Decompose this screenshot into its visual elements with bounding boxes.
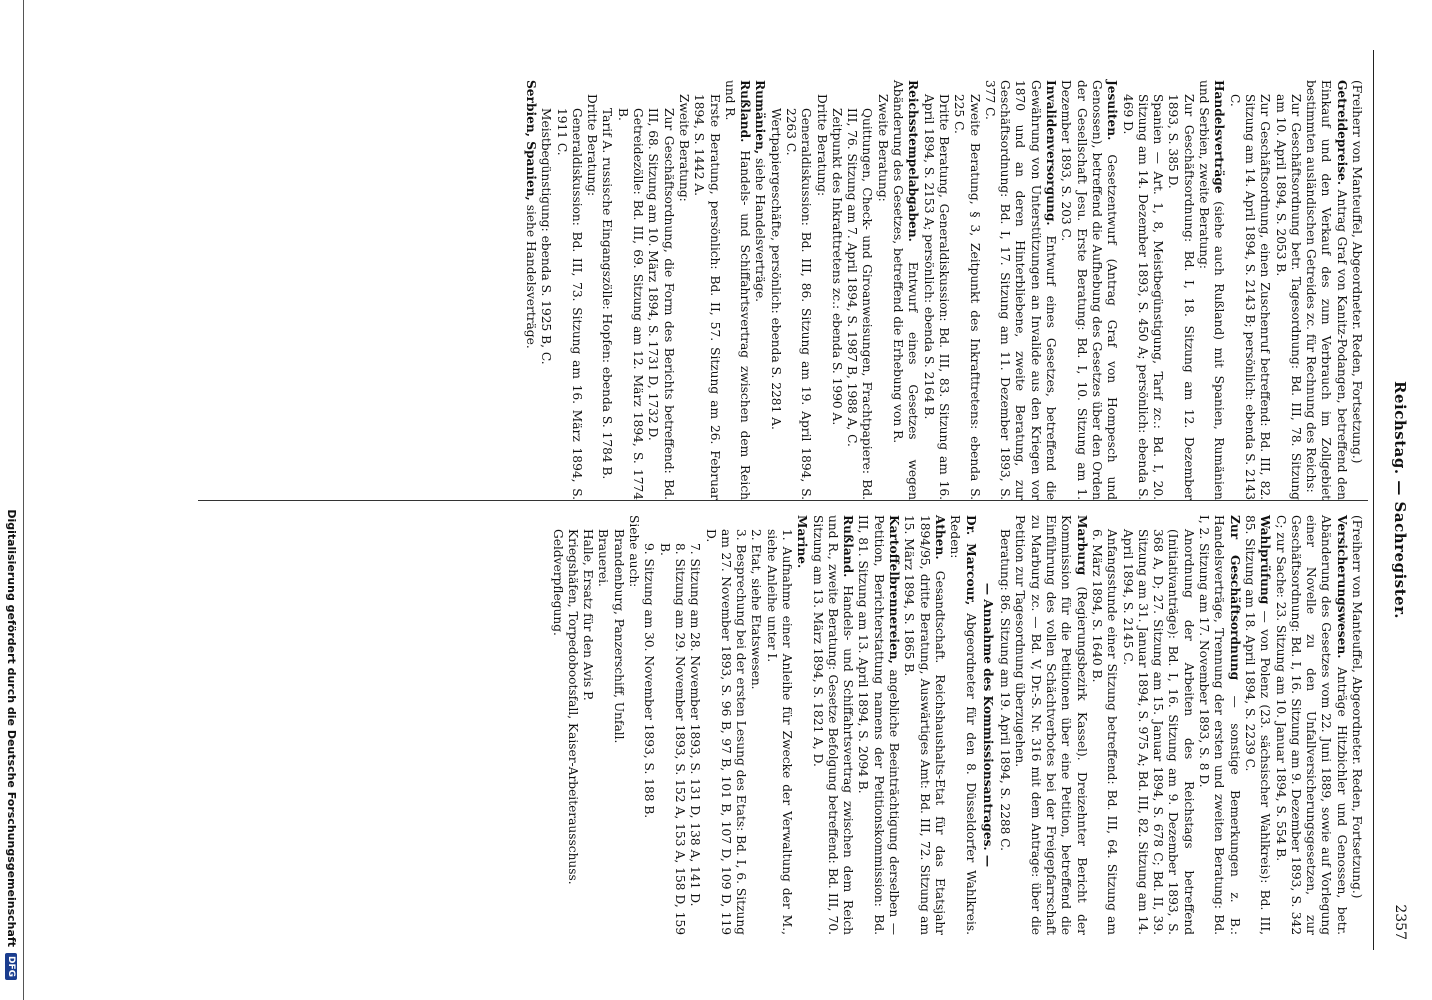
entry-text: Anordnung der Arbeiten des Reichstags betreffend (Initiativanträge): Bd. I, 16. Sitzung am 9. Dezember 1893, S. 368 A, D; 27. Sitzung am 15. Januar 1894, S. 678 C; Bd. II, 39. Sitzung am 31. Januar 1894, S. 975 A; Bd. III, 82. Sitzung am 14. April 1894, S. 2145 C. [1120, 529, 1196, 935]
footer [0, 0, 24, 1000]
entry-text: Generaldiskussion: Bd. III, 86. Sitzung am 19. April 1894, S. 2263 C. [784, 108, 814, 500]
index-entry [844, 80, 875, 500]
entry-heading: Marburg [1074, 515, 1089, 576]
index-entry [599, 80, 614, 500]
entry-heading: Dr. Marcour, [963, 515, 978, 606]
entry-text: Zweite Beratung: [676, 94, 691, 202]
index-entry [813, 80, 828, 500]
entry-text: (Regierungsbezirk Kassel). Dreizehnter Bericht der Kommission für die Petitionen über eine Petition, betreffend die Einführung des vollen Schächtverbotes bei der Freigepfarrschaft zu Marburg zc. — Bd. V, Dr.-S. Nr. 316 mit dem Antrage: über die Petition zur Tagesordnung überzugehen. [1013, 515, 1089, 936]
entry-text: Zur Geschäftsordnung: Bd. I, 18. Sitzung am 12. Dezember 1893, S. 385 D. [1166, 94, 1196, 500]
index-entry [1196, 80, 1227, 500]
index-entry [584, 80, 599, 500]
entry-text: — sonstige Bemerkungen z. B.: Handelsverträge, Trennung der ersten und zweiten Beratung: Bd. I, 2. Sitzung am 17. November 1893, S. 8 D. [1197, 515, 1242, 935]
index-entry [676, 80, 691, 500]
entry-text: Meistbegünstigung: ebenda S. 1925 B, C. [539, 108, 554, 365]
entry-heading: Reichsstempelabgaben. [906, 80, 921, 242]
entry-heading: Marine. [795, 515, 810, 569]
index-entry [855, 515, 901, 935]
index-entry [980, 515, 995, 935]
entry-text: Zweite Beratung: [875, 94, 890, 202]
index-entry [610, 515, 625, 935]
entry-text: Handels- und Schiffahrtsvertrag zwischen dem Reich und R. [722, 80, 753, 501]
index-entry [767, 80, 782, 500]
index-entry [538, 80, 553, 500]
index-entry [1196, 515, 1242, 935]
index-entry [748, 515, 763, 935]
index-entry [1226, 80, 1272, 500]
entry-text: Anfangsstunde einer Sitzung betreffend: Bd. III, 64. Sitzung am 6. März 1894, S. 1640 B. [1089, 529, 1120, 935]
entry-heading: Versicherungswesen. [1334, 515, 1349, 659]
entry-heading: Serbien, Spanien, [523, 80, 538, 201]
entry-text: Zeitpunkt des Inkrafttretens zc.: ebenda S. 1990 A. [829, 108, 844, 426]
index-entry [1119, 515, 1195, 935]
index-entry [829, 80, 844, 500]
entry-text: Zweite Beratung, § 3, Zeitpunkt des Inkrafttretens: ebenda S. 225 C. [952, 94, 982, 500]
entry-text: Brandenburg, Panzerschiff, Unfall. [611, 529, 626, 744]
index-entry [691, 80, 722, 500]
entry-text: Gesandtschaft. Reichshaushalts-Etat für das Etatsjahr 1894/95, dritte Beratung, Auswärtiges Amt: Bd. III, 72. Sitzung am 15. März 1894, S. 1865 B. [902, 515, 947, 936]
index-entry [641, 515, 656, 935]
entry-text: Erste Beratung, persönlich: Bd. II, 57. Sitzung am 26. Februar 1894, S. 1442 A. [692, 94, 722, 500]
header-rule [1373, 50, 1374, 950]
entry-text: Brauerei. [596, 529, 611, 587]
index-entry [763, 515, 794, 935]
entry-heading: Getreidepreise. [1334, 80, 1349, 186]
entry-heading: Jesuiten. [1105, 80, 1120, 141]
index-entry [1272, 515, 1348, 935]
index-entry [875, 80, 890, 500]
index-entry [702, 515, 748, 935]
page-title: Reichstag. — Sachregister. [1391, 381, 1409, 619]
entry-text: Kriegshäfen, Torpedobootsfall, Kaiser-Arbeiterausschuss. [565, 529, 580, 885]
index-entry [1058, 80, 1119, 500]
entry-heading: Rußland. [738, 80, 753, 143]
entry-text: Tarif A. russische Eingangszölle: Hopfen: ebenda S. 1784 B. [600, 108, 615, 480]
entry-text: Zur Geschäftsordnung betr. Tagesordnung: Bd. III, 78. Sitzung am 10. April 1894, S. 2053 B. [1273, 94, 1303, 500]
entry-text: Halle, Ersatz für den Avis P. [581, 529, 596, 701]
entry-heading: Athen. [932, 515, 947, 560]
entry-text: Dritte Beratung: [585, 94, 600, 197]
entry-text: Getreidezölle: Bd. III, 69. Sitzung am 12. März 1894, S. 1774 B. [615, 108, 646, 500]
index-entry [1303, 80, 1349, 500]
index-entry [901, 515, 947, 935]
index-entry [982, 80, 1058, 500]
entry-text: Dritte Beratung: [814, 94, 829, 197]
entry-heading: Rumänien, [753, 80, 768, 155]
column-divider [198, 500, 1368, 501]
index-entry [794, 515, 809, 935]
index-entry [1349, 515, 1364, 935]
index-entry [722, 80, 753, 500]
index-entry [1165, 80, 1196, 500]
index-entry [1242, 515, 1273, 935]
entry-text: 3. Besprechung bei der ersten Lesung des Etats: Bd. I, 6. Sitzung am 27. November 1893, S. 96 B, 97 B, 101 B, 107 D, 109 D, 119 D. [703, 529, 749, 935]
dfg-logo-icon: DFG [6, 953, 18, 980]
index-entry [595, 515, 610, 935]
index-entry [549, 515, 564, 935]
entry-text: Generaldiskussion: Bd. III, 73. Sitzung am 16. März 1894, S. 1911 C. [554, 108, 584, 500]
entry-text: Gesetzentwurf (Antrag Graf von Hompesch und Genossen), betreffend die Aufhebung des Gesetzes über den Orden der Gesellschaft Jesu. Erste Beratung: Bd. I, 10. Sitzung am 1. Dezember 1893, S. 203 C. [1059, 80, 1120, 501]
entry-text: Abgeordneter für den 8. Düsseldorfer Wahlkreis. Reden: [948, 515, 978, 935]
entry-heading: Wahlprüfung [1258, 515, 1273, 605]
entry-text: Antrag Graf von Kanitz-Podangen, betreffend den Einkauf und den Verkauf des zum Verbrauch im Zollgebiet bestimmten ausländischen Getreides zc. für Rechnung des Reichs: [1304, 80, 1349, 501]
index-entry [565, 515, 580, 935]
index-entry [553, 80, 584, 500]
index-entry [626, 515, 641, 935]
index-entry [951, 80, 982, 500]
left-column [523, 80, 1364, 500]
entry-text: 7. Sitzung am 28. November 1893, S. 131 D, 138 A, 141 D. [688, 543, 703, 907]
entry-text: Geldverpflegung. [550, 529, 565, 636]
index-entry [1349, 80, 1364, 500]
index-entry [645, 80, 676, 500]
index-entry [890, 80, 921, 500]
entry-text: 1. Aufnahme einer Anleihe für Zwecke der Verwaltung der M., siehe Anleihe unter I. [764, 529, 795, 935]
running-header [1380, 60, 1420, 940]
entry-text: Handels- und Schiffahrtsvertrag zwischen dem Reich und R., zweite Beratung: Gesetze Befolgung betreffend: Bd. III, 70. Sitzung am 13. März 1894, S. 1821 A, D. [810, 515, 856, 936]
index-entry [614, 80, 645, 500]
index-entry [920, 80, 951, 500]
index-entry [1272, 80, 1303, 500]
entry-heading: Invalidenversorgung. [1044, 80, 1059, 226]
footer-credit: Digitalisierung gefördert durch die Deutsche Forschungsgemeinschaft [5, 509, 18, 947]
index-entry [580, 515, 595, 935]
index-entry [809, 515, 855, 935]
entry-heading: Rußland. [841, 515, 856, 578]
index-entry [656, 515, 687, 935]
entry-text: Spanien — Art. 1, 8, Meistbegünstigung, Tarif zc.: Bd. I, 20. Sitzung am 14. Dezember 1893, S. 450 A; persönlich: ebenda S. 469 D. [1120, 94, 1166, 500]
index-entry [997, 515, 1012, 935]
index-entry [687, 515, 702, 935]
index-entry [752, 80, 767, 500]
entry-text: Dritte Beratung, Generaldiskussion: Bd. III, 83. Sitzung am 16. April 1894, S. 2153 A; persönlich: ebenda S. 2164 B. [921, 94, 951, 500]
index-entry [783, 80, 814, 500]
index-entry [1119, 80, 1165, 500]
entry-text: Wertpapiergeschäfte, persönlich: ebenda S. 2281 A. [768, 108, 783, 430]
index-entry [1089, 515, 1120, 935]
entry-text: — von Polenz (23. sächsischer Wahlkreis): Bd. III, 85. Sitzung am 18. April 1894, S. 2239 C. [1242, 515, 1273, 936]
entry-text: — Annahme des Kommissionsantrages. — [980, 582, 995, 868]
entry-heading: Handelsverträge [1212, 80, 1227, 194]
entry-text: Zur Geschäftsordnung, einen Zuschenruf betreffend: Bd. III, 82. Sitzung am 14. April 1894, S. 2143 B; persönlich: ebenda S. 2143 C. [1227, 94, 1273, 500]
entry-text: 2. Etat, siehe Etatswesen. [749, 529, 764, 690]
entry-text: Beratung: 86. Sitzung am 19. April 1894, S. 2288 C. [998, 529, 1013, 851]
entry-text: siehe Handelsverträge. [523, 204, 538, 349]
right-column [549, 515, 1364, 935]
index-entry [523, 80, 538, 500]
entry-heading: Zur Geschäftsordnung [1227, 515, 1242, 681]
entry-text: (Freiherr von Manteuffel, Abgeordneter. Reden, Fortsetzung.) [1350, 80, 1364, 464]
entry-text: 8. Sitzung am 29. November 1893, S. 152 A, 153 A, 158 D, 159 B. [657, 543, 687, 935]
entry-text: Anträge Hitzbichler und Genossen, betr. Abänderung des Gesetzes vom 22. Juni 1889, sowie auf Vorlegung einer Novelle zu den Unfallversicherungsgesetzen, zur Geschäftsordnung: Bd. I, 16. Sitzung am 9. Dezember 1893, S. 342 C; zur Sache: 23. Sitzung am 10. Januar 1894, S. 554 B. [1273, 515, 1349, 935]
entry-text: (siehe auch Rußland) mit Spanien, Rumänien und Serbien, zweite Beratung: [1197, 80, 1227, 500]
entry-heading: Kartoffelbrennereien, [887, 515, 902, 664]
entry-text: Quittungen, Check- und Giroanweisungen, Frachtpapiere: Bd. III, 76. Sitzung am 7. April 1894, S. 1987 B, 1988 A, C. [845, 108, 875, 500]
entry-text: angebliche Beeinträchtigung derselben — Petition, Berichterstattung namens der Petitionskommission: Bd. III, 81. Sitzung am 13. April 1894, S. 2094 B. [856, 515, 902, 936]
page-number: 2357 [1392, 904, 1408, 940]
entry-text: Entwurf eines Gesetzes, betreffend die Gewährung von Unterstützungen an Invalide aus den Kriegen vor 1870 und an deren Hinterbliebene, zweite Beratung, zur Geschäftsordnung: Bd. I, 17. Sitzung am 11. Dezember 1893, S. 377 C. [982, 80, 1059, 500]
index-entry [1012, 515, 1088, 935]
entry-text: siehe Handelsverträge. [753, 158, 768, 303]
entry-text: Siehe auch: [627, 515, 642, 588]
index-entry [947, 515, 978, 935]
entry-text: 9. Sitzung am 30. November 1893, S. 188 B. [642, 543, 657, 819]
entry-text: Entwurf eines Gesetzes wegen Abänderung des Gesetzes, betreffend die Erhebung von R. [891, 80, 921, 500]
entry-text: (Freiherr von Manteuffel, Abgeordneter. Reden, Fortsetzung.) [1350, 515, 1364, 899]
entry-text: Zur Geschäftsordnung, die Form des Berichts betreffend: Bd. III, 68. Sitzung am 10. März 1894, S. 1731 D, 1732 D. [646, 108, 676, 500]
